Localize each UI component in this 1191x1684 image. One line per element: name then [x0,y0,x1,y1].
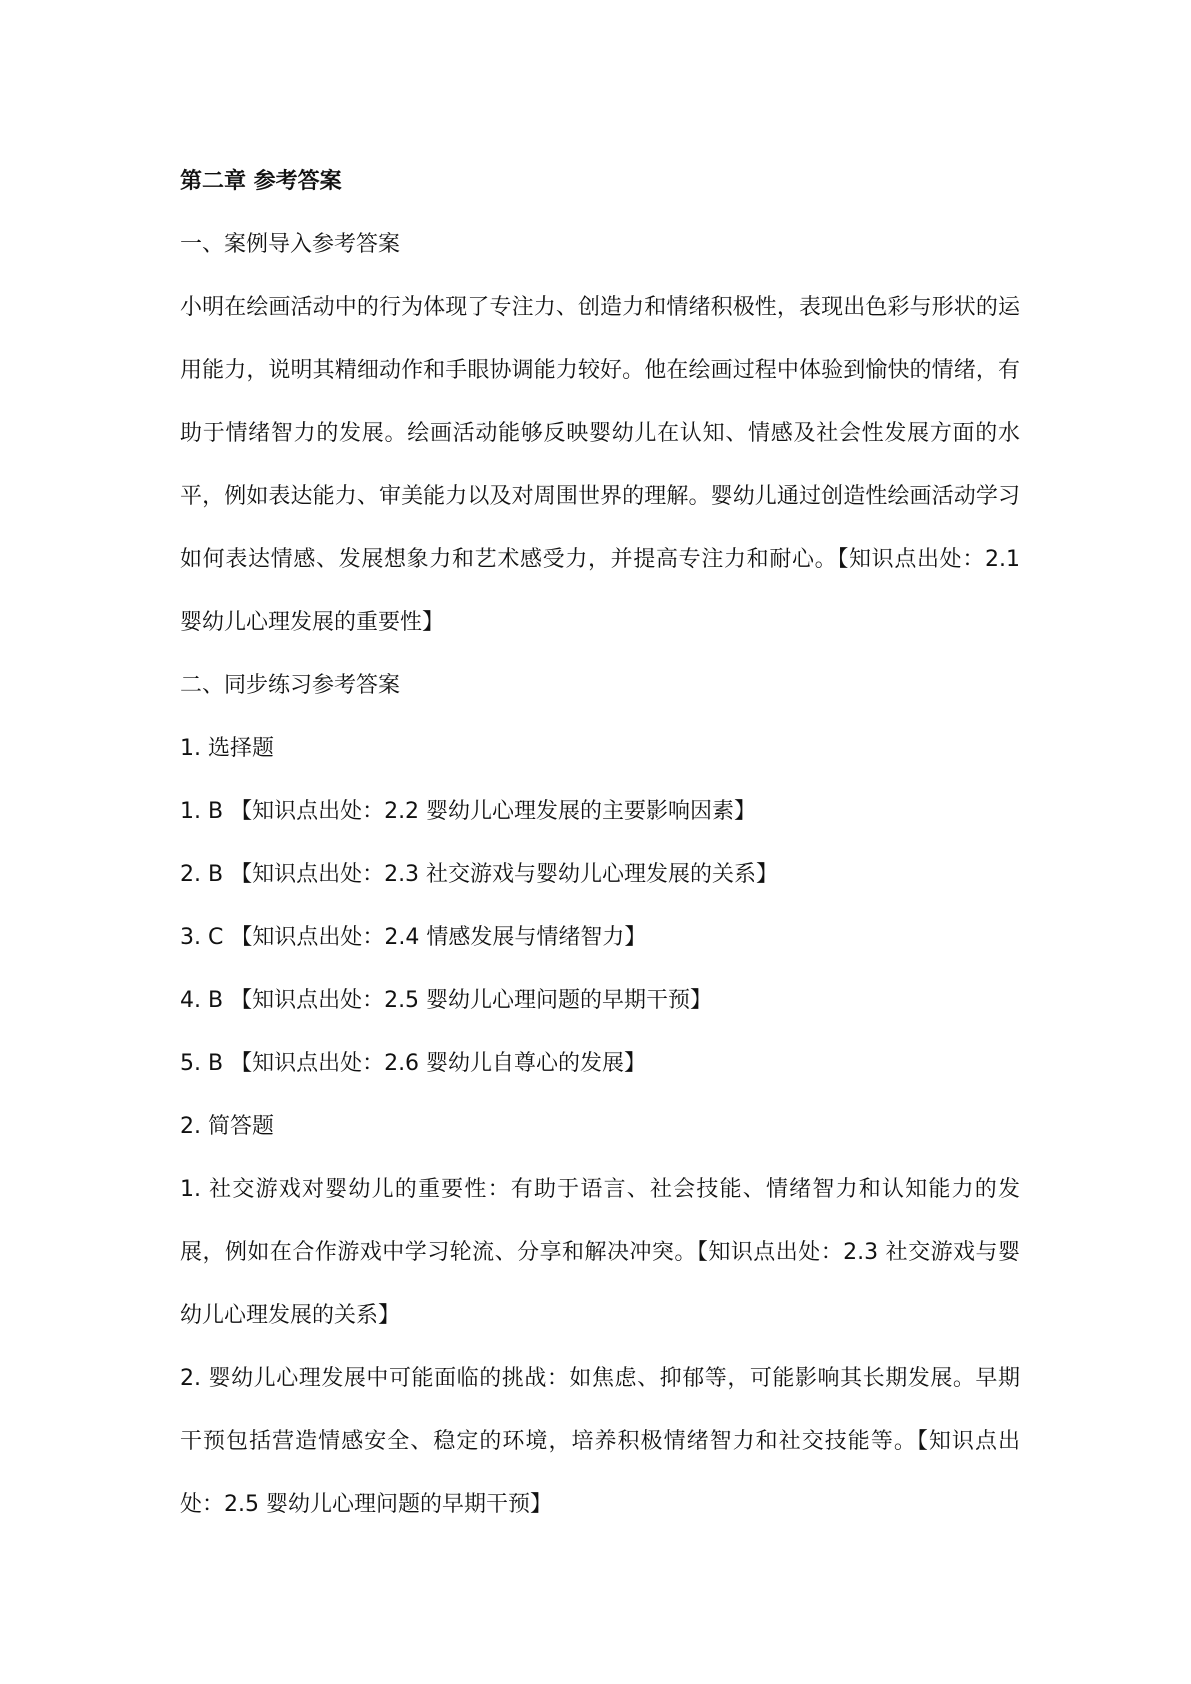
choice-answer: 5. B 【知识点出处：2.6 婴幼儿自尊心的发展】 [180,1051,647,1076]
choice-answer: 3. C 【知识点出处：2.4 情感发展与情绪智力】 [180,925,647,950]
choice-answer: 4. B 【知识点出处：2.5 婴幼儿心理问题的早期干预】 [180,988,713,1013]
short-answer-heading: 2. 简答题 [180,1114,274,1139]
choice-question-heading: 1. 选择题 [180,736,274,761]
choice-answer: 1. B 【知识点出处：2.2 婴幼儿心理发展的主要影响因素】 [180,799,757,824]
short-answer-item: 1. 社交游戏对婴幼儿的重要性：有助于语言、社会技能、情绪智力和认知能力的发展，例如在合作游戏中学习轮流、分享和解决冲突。【知识点出处：2.3 社交游戏与婴幼儿心理发展的关系】 [180,1177,1020,1328]
choice-answer: 2. B 【知识点出处：2.3 社交游戏与婴幼儿心理发展的关系】 [180,862,779,887]
short-answer-item: 2. 婴幼儿心理发展中可能面临的挑战：如焦虑、抑郁等，可能影响其长期发展。早期干预包括营造情感安全、稳定的环境，培养积极情绪智力和社交技能等。【知识点出处：2.5 婴幼儿心理问题的早期干预】 [180,1366,1020,1517]
section-heading-case: 一、案例导入参考答案 [180,232,401,257]
chapter-title: 第二章 参考答案 [180,169,342,194]
section-heading-practice: 二、同步练习参考答案 [180,673,401,698]
case-answer-paragraph: 小明在绘画活动中的行为体现了专注力、创造力和情绪积极性，表现出色彩与形状的运用能力，说明其精细动作和手眼协调能力较好。他在绘画过程中体验到愉快的情绪，有助于情绪智力的发展。绘画活动能够反映婴幼儿在认知、情感及社会性发展方面的水平，例如表达能力、审美能力以及对周围世界的理解。婴幼儿通过创造性绘画活动学习如何表达情感、发展想象力和艺术感受力，并提高专注力和耐心。【知识点出处：2.1 婴幼儿心理发展的重要性】 [180,295,1020,635]
document-page [180,150,1020,1536]
